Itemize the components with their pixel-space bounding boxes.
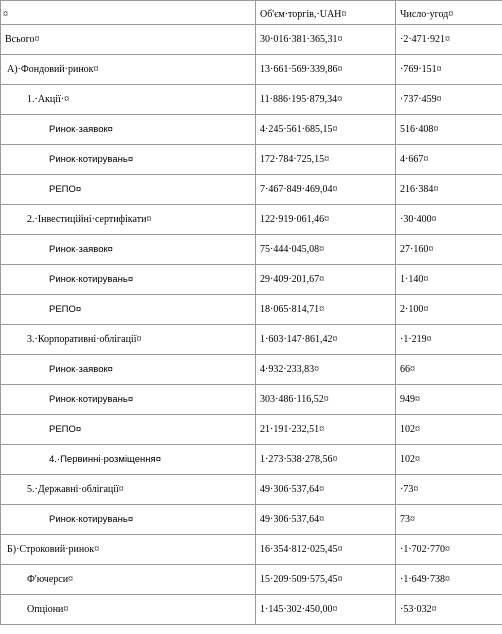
table-row <box>1 25 502 55</box>
row-label: Ринок·котирувань¤ <box>1 145 256 175</box>
table-row <box>1 535 502 565</box>
row-label: РЕПО¤ <box>1 175 256 205</box>
row-label: 2.·Інвестиційні·сертифікати¤ <box>1 205 256 235</box>
row-deals: 4·667¤ <box>396 145 502 175</box>
row-label: 4.·Первинні·розміщення¤ <box>1 445 256 475</box>
table-row <box>1 235 502 265</box>
row-deals: ·1·702·770¤ <box>396 535 502 565</box>
table-row <box>1 565 502 595</box>
row-deals: 102¤ <box>396 415 502 445</box>
row-deals: ·1·219¤ <box>396 325 502 355</box>
row-label: Б)·Строковий·ринок¤ <box>1 535 256 565</box>
row-volume: 4·245·561·685,15¤ <box>256 115 396 145</box>
row-label: Ринок·котирувань¤ <box>1 385 256 415</box>
row-volume: 21·191·232,51¤ <box>256 415 396 445</box>
table-row <box>1 445 502 475</box>
row-volume: 49·306·537,64¤ <box>256 475 396 505</box>
row-volume: 172·784·725,15¤ <box>256 145 396 175</box>
table-header-row <box>1 1 502 25</box>
row-label: Ф'ючерси¤ <box>1 565 256 595</box>
row-deals: ·53·032¤ <box>396 595 502 625</box>
row-volume: 30·016·381·365,31¤ <box>256 25 396 55</box>
table-row <box>1 595 502 625</box>
table-row <box>1 415 502 445</box>
table-row <box>1 355 502 385</box>
header-cell-category: ¤ <box>1 1 256 25</box>
row-label: А)·Фондовий·ринок¤ <box>1 55 256 85</box>
row-label: Ринок·заявок¤ <box>1 355 256 385</box>
row-label: Ринок·котирувань¤ <box>1 265 256 295</box>
row-label: Опціони¤ <box>1 595 256 625</box>
row-deals: 516·408¤ <box>396 115 502 145</box>
row-volume: 13·661·569·339,86¤ <box>256 55 396 85</box>
row-deals: 216·384¤ <box>396 175 502 205</box>
row-volume: 18·065·814,71¤ <box>256 295 396 325</box>
row-label: РЕПО¤ <box>1 295 256 325</box>
table-row <box>1 55 502 85</box>
table-row <box>1 145 502 175</box>
row-label: 3.·Корпоративні·облігації¤ <box>1 325 256 355</box>
table-row <box>1 85 502 115</box>
row-volume: 49·306·537,64¤ <box>256 505 396 535</box>
row-label: Ринок·заявок¤ <box>1 115 256 145</box>
row-label: Ринок·котирувань¤ <box>1 505 256 535</box>
row-volume: 75·444·045,08¤ <box>256 235 396 265</box>
table-row <box>1 475 502 505</box>
table-row <box>1 385 502 415</box>
row-deals: 73¤ <box>396 505 502 535</box>
row-deals: 102¤ <box>396 445 502 475</box>
table-row <box>1 205 502 235</box>
row-deals: ·73¤ <box>396 475 502 505</box>
header-cell-deals: Число·угод¤ <box>396 1 502 25</box>
row-deals: ·30·400¤ <box>396 205 502 235</box>
row-volume: 4·932·233,83¤ <box>256 355 396 385</box>
header-cell-volume: Об'єм·торгів,·UAH¤ <box>256 1 396 25</box>
row-deals: ·737·459¤ <box>396 85 502 115</box>
row-volume: 303·486·116,52¤ <box>256 385 396 415</box>
row-label: 1.·Акції·¤ <box>1 85 256 115</box>
row-deals: 2·100¤ <box>396 295 502 325</box>
table-row <box>1 325 502 355</box>
row-volume: 1·273·538·278,56¤ <box>256 445 396 475</box>
row-volume: 11·886·195·879,34¤ <box>256 85 396 115</box>
row-deals: 949¤ <box>396 385 502 415</box>
row-volume: 15·209·509·575,45¤ <box>256 565 396 595</box>
table-row <box>1 265 502 295</box>
row-deals: 66¤ <box>396 355 502 385</box>
table-row <box>1 115 502 145</box>
row-label: РЕПО¤ <box>1 415 256 445</box>
row-volume: 1·145·302·450,00¤ <box>256 595 396 625</box>
row-deals: ·2·471·921¤ <box>396 25 502 55</box>
table-row <box>1 295 502 325</box>
row-deals: 1·140¤ <box>396 265 502 295</box>
row-volume: 16·354·812·025,45¤ <box>256 535 396 565</box>
row-deals: ·769·151¤ <box>396 55 502 85</box>
row-volume: 1·603·147·861,42¤ <box>256 325 396 355</box>
row-volume: 122·919·061,46¤ <box>256 205 396 235</box>
table-row <box>1 175 502 205</box>
row-deals: 27·160¤ <box>396 235 502 265</box>
table-row <box>1 505 502 535</box>
row-label: Всього¤ <box>1 25 256 55</box>
row-volume: 7·467·849·469,04¤ <box>256 175 396 205</box>
row-label: Ринок·заявок¤ <box>1 235 256 265</box>
row-volume: 29·409·201,67¤ <box>256 265 396 295</box>
row-deals: ·1·649·738¤ <box>396 565 502 595</box>
row-label: 5.·Державні·облігації¤ <box>1 475 256 505</box>
